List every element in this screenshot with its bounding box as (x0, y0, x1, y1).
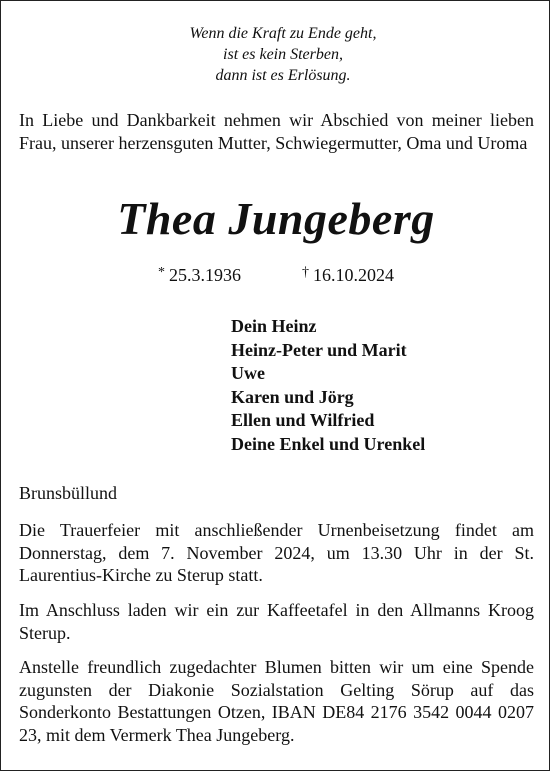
coffee-info: Im Anschluss laden wir ein zur Kaffeetafel in den Allmanns Kroog Sterup. (19, 600, 534, 643)
poem-line-2: ist es kein Sterben, (223, 46, 343, 63)
poem-verse (1, 23, 550, 86)
poem-line-1: Wenn die Kraft zu Ende geht, (189, 25, 377, 42)
deceased-name: Thea Jungeberg (117, 193, 435, 244)
mourner-name: Heinz-Peter und Marit (231, 339, 407, 360)
mourner-name: Uwe (231, 363, 265, 383)
death-cross-icon: † (302, 265, 309, 280)
mourner-name: Dein Heinz (231, 316, 317, 336)
mourner-name: Deine Enkel und Urenkel (231, 433, 426, 454)
funeral-info: Die Trauerfeier mit anschließender Urnenbeisetzung findet am Donnerstag, dem 7. November 2024, um 13.30 Uhr in der St. Laurentius-Kirche zu Sterup statt. (19, 520, 534, 585)
place-name: Brunsbüllund (19, 483, 118, 503)
birth-star-icon: * (158, 265, 165, 280)
mourners-list (231, 315, 425, 456)
death-date-group (302, 261, 394, 287)
death-date: 16.10.2024 (313, 265, 394, 285)
poem-line-3: dann ist es Erlösung. (215, 67, 351, 84)
intro-text: In Liebe und Dankbarkeit nehmen wir Abschied von meiner lieben Frau, unserer herzensguten Mutter, Schwiegermutter, Oma und Uroma (19, 110, 534, 153)
birth-date-group (158, 261, 241, 287)
mourner-name: Karen und Jörg (231, 386, 354, 407)
birth-date: 25.3.1936 (169, 265, 241, 285)
mourner-name: Ellen und Wilfried (231, 410, 375, 430)
donation-info: Anstelle freundlich zugedachter Blumen bitten wir um eine Spende zugunsten der Diakonie Sozialstation Gelting Sörup auf das Sonderkonto Bestattungen Otzen, IBAN DE84 2176 3542 0044 0207 23, mit dem Vermerk Thea Jungeberg. (19, 657, 534, 745)
